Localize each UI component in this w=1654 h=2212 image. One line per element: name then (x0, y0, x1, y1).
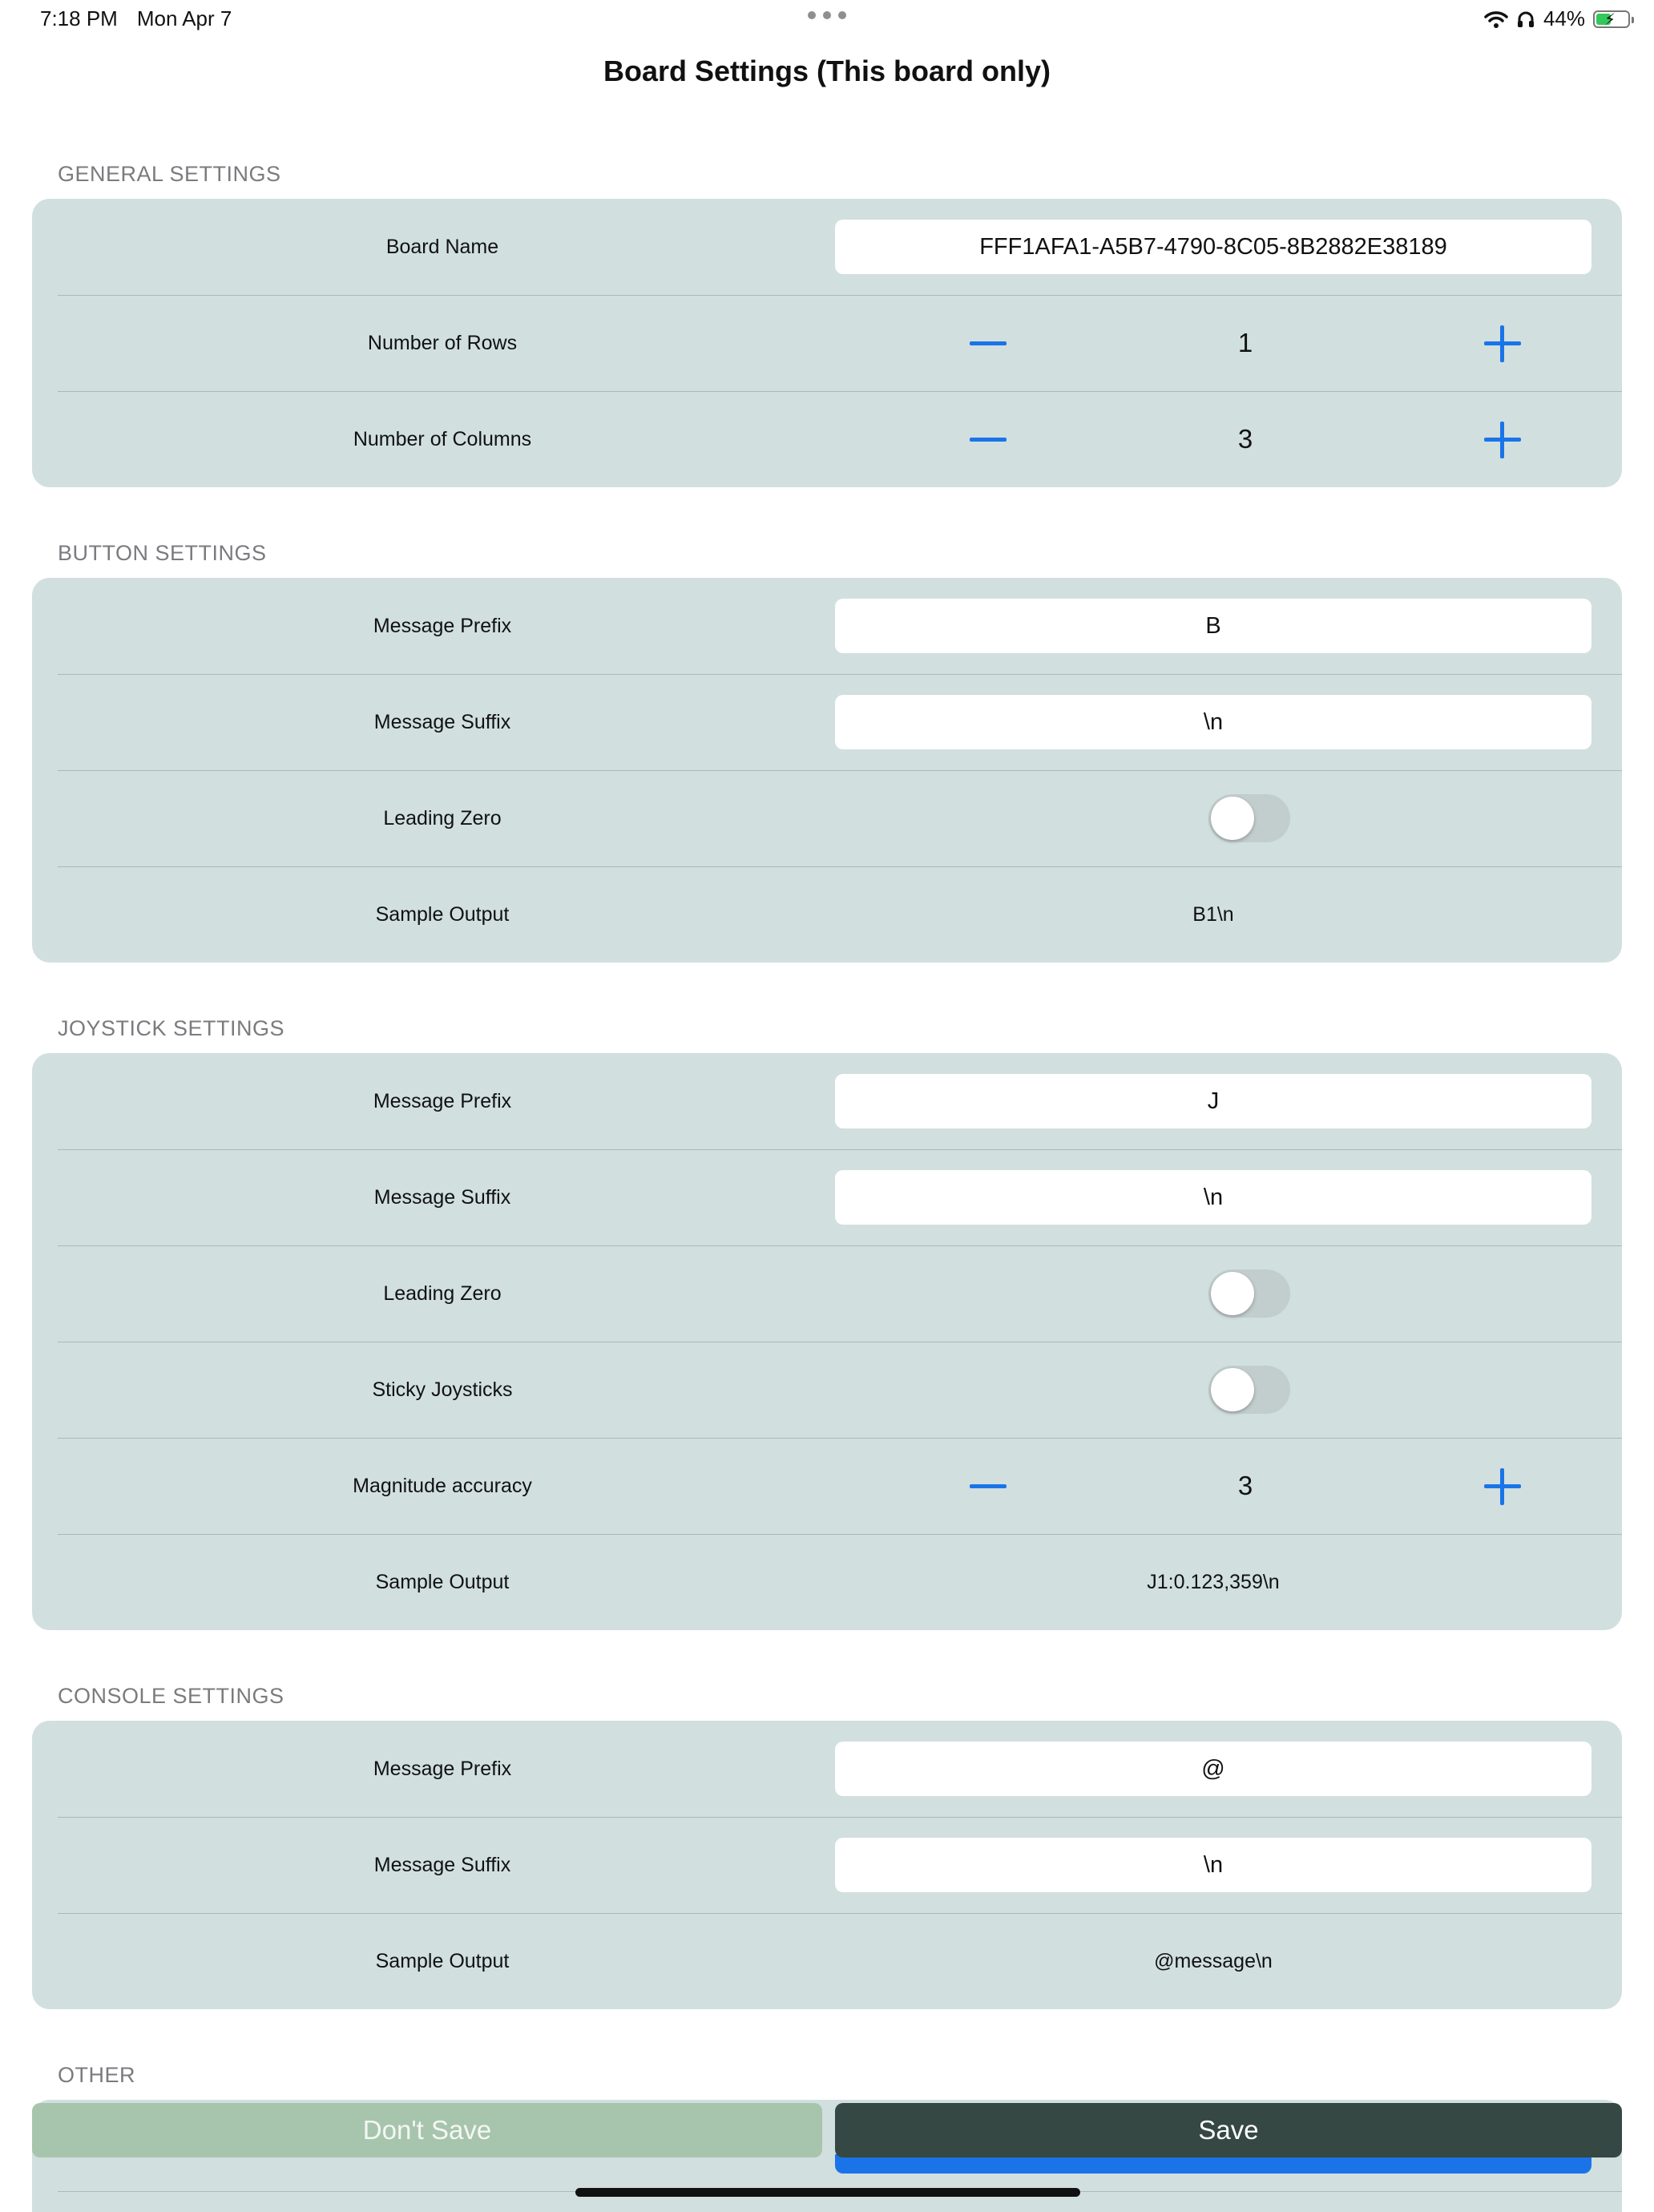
columns-value: 3 (1237, 424, 1253, 454)
button-leading-zero-toggle[interactable] (1208, 794, 1290, 842)
button-sample-label: Sample Output (375, 903, 510, 926)
other-settings-header: OTHER (58, 2063, 135, 2087)
action-bar (32, 2103, 1622, 2158)
console-prefix-label: Message Prefix (373, 1758, 512, 1780)
home-indicator[interactable] (575, 2188, 1080, 2197)
toggle-knob (1211, 1368, 1254, 1411)
board-name-row (32, 199, 1622, 295)
button-suffix-label: Message Suffix (373, 711, 511, 733)
console-prefix-input[interactable] (835, 1742, 1591, 1796)
joystick-leading-zero-label: Leading Zero (383, 1282, 502, 1305)
button-prefix-row (32, 578, 1622, 674)
console-sample-value: @message\n (1154, 1950, 1273, 1972)
magnitude-accuracy-label: Magnitude accuracy (353, 1475, 532, 1497)
joystick-suffix-row (32, 1149, 1622, 1245)
battery-icon: ⚡ (1593, 10, 1630, 28)
status-bar (0, 0, 1654, 40)
columns-row (32, 391, 1622, 487)
joystick-settings-group (32, 1053, 1622, 1630)
sticky-joysticks-row (32, 1342, 1622, 1438)
console-sample-row (32, 1913, 1622, 2009)
status-time-date (40, 6, 251, 31)
joystick-prefix-row (32, 1053, 1622, 1149)
button-leading-zero-row (32, 770, 1622, 866)
joystick-sample-row (32, 1534, 1622, 1630)
console-prefix-row (32, 1721, 1622, 1817)
status-date: Mon Apr 7 (136, 6, 232, 30)
columns-increment-button[interactable] (1484, 422, 1521, 458)
dont-save-button[interactable]: Don't Save (32, 2103, 822, 2158)
battery-percent: 44% (1543, 6, 1585, 30)
magnitude-value: 3 (1237, 1471, 1253, 1500)
magnitude-decrement-button[interactable] (970, 1471, 1007, 1500)
sticky-joysticks-toggle[interactable] (1208, 1366, 1290, 1414)
page-title: Board Settings (This board only) (603, 54, 1051, 87)
toggle-knob (1211, 1272, 1254, 1315)
board-name-label: Board Name (385, 236, 499, 258)
rows-row (32, 295, 1622, 391)
magnitude-increment-button[interactable] (1484, 1468, 1521, 1505)
joystick-suffix-label: Message Suffix (373, 1186, 511, 1209)
joystick-prefix-input[interactable] (835, 1074, 1591, 1128)
button-sample-row (32, 866, 1622, 963)
board-name-input[interactable] (835, 220, 1591, 274)
console-settings-header: CONSOLE SETTINGS (58, 1684, 284, 1708)
columns-decrement-button[interactable] (970, 425, 1007, 454)
rows-increment-button[interactable] (1484, 325, 1521, 362)
status-time: 7:18 PM (40, 6, 118, 30)
rows-value: 1 (1237, 328, 1253, 357)
toggle-knob (1211, 797, 1254, 840)
button-settings-header: BUTTON SETTINGS (58, 541, 267, 565)
rows-decrement-button[interactable] (970, 329, 1007, 357)
button-prefix-input[interactable] (835, 599, 1591, 653)
general-settings-header: GENERAL SETTINGS (58, 162, 281, 186)
console-suffix-label: Message Suffix (373, 1854, 511, 1876)
button-suffix-row (32, 674, 1622, 770)
joystick-leading-zero-row (32, 1245, 1622, 1342)
joystick-settings-header: JOYSTICK SETTINGS (58, 1016, 285, 1040)
save-button[interactable]: Save (835, 2103, 1622, 2158)
joystick-sample-value: J1:0.123,359\n (1147, 1571, 1280, 1593)
joystick-leading-zero-toggle[interactable] (1208, 1269, 1290, 1318)
console-suffix-row (32, 1817, 1622, 1913)
headphones-icon (1516, 10, 1535, 29)
columns-label: Number of Columns (353, 428, 532, 450)
button-suffix-input[interactable] (835, 695, 1591, 749)
rows-label: Number of Rows (367, 332, 518, 354)
button-prefix-label: Message Prefix (373, 615, 512, 637)
general-settings-group (32, 199, 1622, 487)
console-settings-group (32, 1721, 1622, 2009)
button-sample-value: B1\n (1192, 903, 1234, 926)
joystick-suffix-input[interactable] (835, 1170, 1591, 1225)
button-settings-group (32, 578, 1622, 963)
button-leading-zero-label: Leading Zero (383, 807, 502, 830)
sticky-joysticks-label: Sticky Joysticks (372, 1378, 513, 1401)
joystick-sample-label: Sample Output (375, 1571, 510, 1593)
wifi-icon (1484, 10, 1508, 29)
console-sample-label: Sample Output (375, 1950, 510, 1972)
magnitude-accuracy-row (32, 1438, 1622, 1534)
status-right (1484, 6, 1630, 31)
joystick-prefix-label: Message Prefix (373, 1090, 512, 1112)
console-suffix-input[interactable] (835, 1838, 1591, 1892)
multitasking-dots-icon[interactable] (808, 11, 846, 21)
